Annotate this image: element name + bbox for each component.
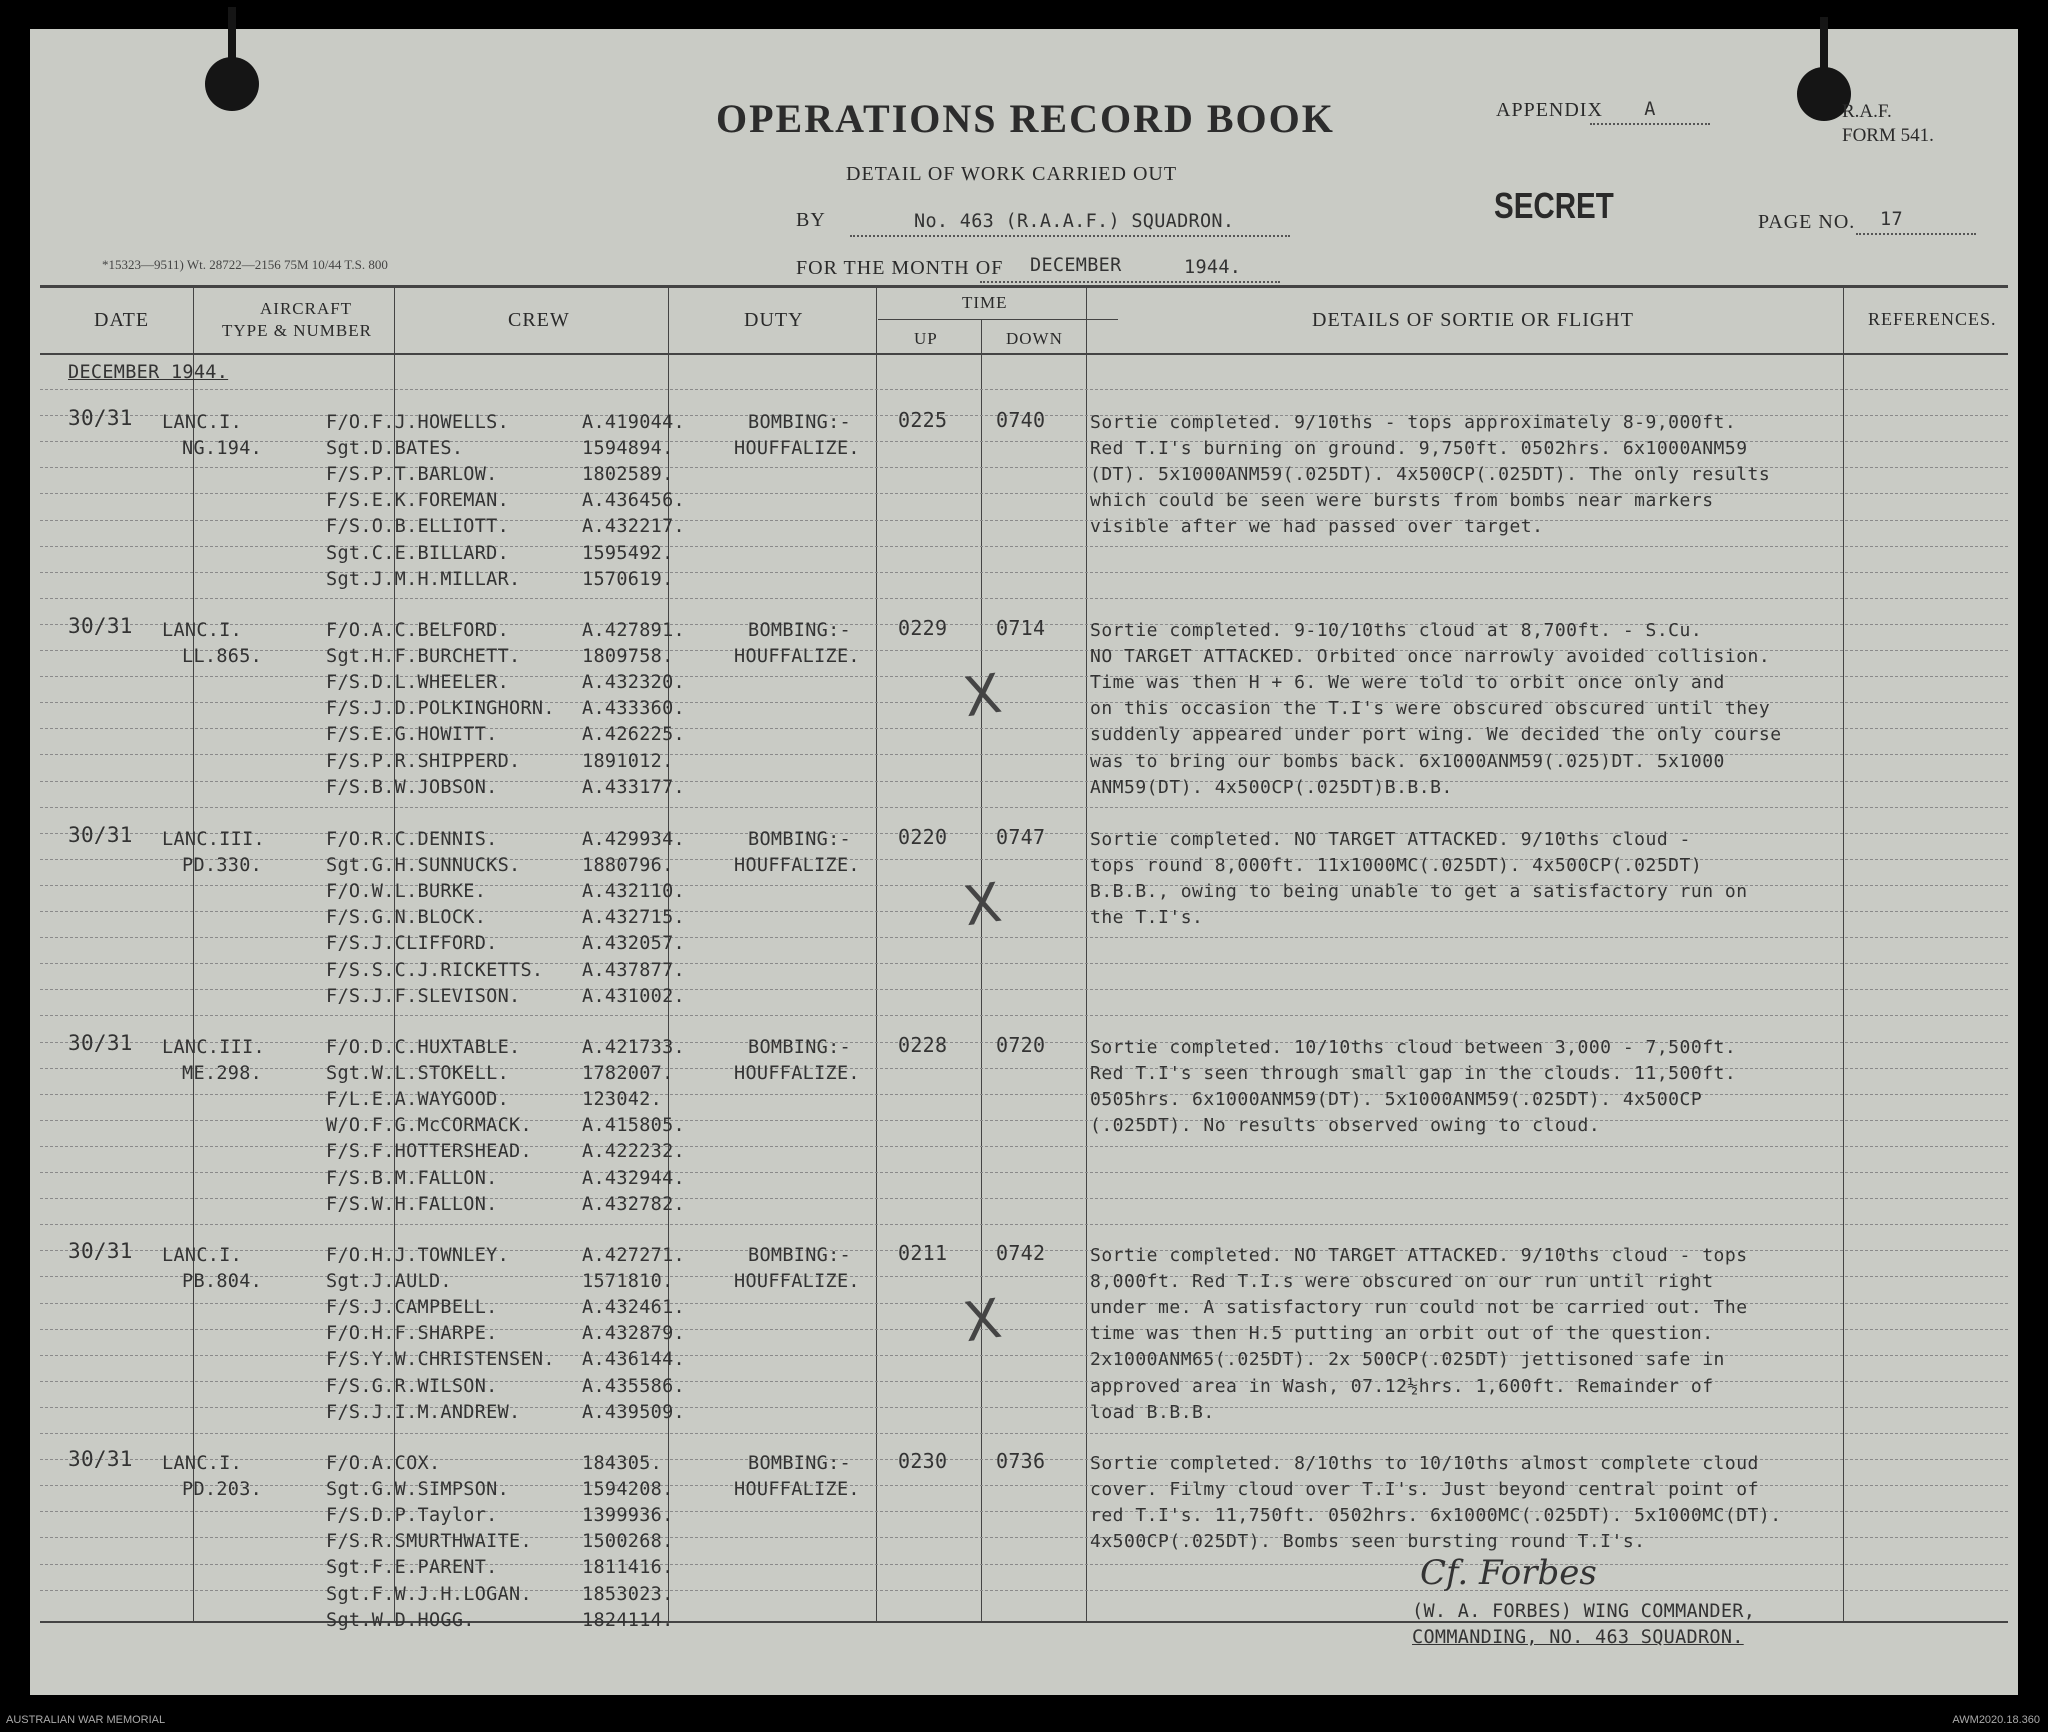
crew-name: F/S.D.P.Taylor. bbox=[326, 1505, 498, 1527]
sortie-detail-line: 8,000ft. Red T.I.s were obscured on our run until right bbox=[1090, 1271, 1714, 1293]
page-subtitle: DETAIL OF WORK CARRIED OUT bbox=[846, 163, 1178, 185]
col-header-down: DOWN bbox=[1006, 329, 1063, 348]
crew-name: F/S.G.N.BLOCK. bbox=[326, 907, 487, 929]
ruled-line bbox=[40, 1433, 2008, 1434]
crew-number: A.431002. bbox=[582, 985, 685, 1007]
crew-number: A.439509. bbox=[582, 1401, 685, 1423]
section-heading: DECEMBER 1944. bbox=[68, 362, 229, 383]
col-rule-up bbox=[981, 319, 982, 1621]
squadron-name: No. 463 (R.A.A.F.) SQUADRON. bbox=[914, 211, 1235, 232]
sortie-date: 30/31 bbox=[68, 1239, 133, 1263]
sortie-detail-line: red T.I's. 11,750ft. 0502hrs. 6x1000MC(.025DT). 5x1000MC(DT). bbox=[1090, 1505, 1782, 1527]
crew-number: A.432461. bbox=[582, 1297, 685, 1319]
crew-name: F/S.B.W.JOBSON. bbox=[326, 776, 498, 798]
binder-hole-left bbox=[205, 57, 259, 111]
duty-target: HOUFFALIZE. bbox=[734, 1271, 860, 1293]
crew-number: 1891012. bbox=[582, 750, 674, 772]
page-number-field bbox=[1856, 209, 1976, 235]
signature-scrawl: Cf. Forbes bbox=[1420, 1553, 1597, 1593]
ruled-line bbox=[40, 1015, 2008, 1016]
aircraft-number: PD.330. bbox=[182, 855, 263, 877]
duty-type: BOMBING:- bbox=[748, 829, 851, 850]
print-code: *15323—9511) Wt. 28722—2156 75M 10/44 T.S. 800 bbox=[102, 257, 388, 272]
crew-number: 1594208. bbox=[582, 1479, 674, 1501]
sortie-detail-line: visible after we had passed over target. bbox=[1090, 516, 1544, 538]
by-field bbox=[850, 209, 1290, 237]
sortie-date: 30/31 bbox=[68, 614, 133, 638]
crew-name: F/S.S.C.J.RICKETTS. bbox=[326, 959, 544, 981]
crew-number: 1571810. bbox=[582, 1271, 674, 1293]
sortie-date: 30/31 bbox=[68, 1447, 133, 1471]
aircraft-number: ME.298. bbox=[182, 1063, 263, 1085]
col-header-details: DETAILS OF SORTIE OR FLIGHT bbox=[1312, 309, 1634, 331]
crew-name: F/O.D.C.HUXTABLE. bbox=[326, 1037, 521, 1058]
ruled-line bbox=[40, 1224, 2008, 1225]
table-top-rule bbox=[40, 285, 2008, 288]
sortie-detail-line: time was then H.5 putting an orbit out of the question. bbox=[1090, 1323, 1714, 1345]
aircraft-type: LANC.I. bbox=[162, 620, 243, 641]
crew-name: F/O.W.L.BURKE. bbox=[326, 881, 487, 903]
aircraft-type: LANC.III. bbox=[162, 1037, 265, 1058]
sortie-detail-line: Time was then H + 6. We were told to orbit once only and bbox=[1090, 672, 1725, 694]
aircraft-number: PD.203. bbox=[182, 1479, 263, 1501]
duty-type: BOMBING:- bbox=[748, 1037, 851, 1058]
sortie-detail-line: Sortie completed. 9/10ths - tops approximately 8-9,000ft. bbox=[1090, 412, 1737, 433]
crew-number: A.432879. bbox=[582, 1323, 685, 1345]
crew-name: F/S.E.G.HOWITT. bbox=[326, 724, 498, 746]
crew-number: A.422232. bbox=[582, 1141, 685, 1163]
crew-name: F/O.A.COX. bbox=[326, 1453, 441, 1474]
aircraft-type: LANC.I. bbox=[162, 1453, 243, 1474]
crew-number: 1811416. bbox=[582, 1557, 674, 1579]
crew-number: A.432320. bbox=[582, 672, 685, 694]
duty-type: BOMBING:- bbox=[748, 620, 851, 641]
sortie-detail-line: ANM59(DT). 4x500CP(.025DT)B.B.B. bbox=[1090, 776, 1453, 798]
tick-mark: X bbox=[959, 661, 1006, 730]
crew-name: F/S.J.CAMPBELL. bbox=[326, 1297, 498, 1319]
crew-number: A.421733. bbox=[582, 1037, 685, 1058]
crew-number: A.437877. bbox=[582, 959, 685, 981]
crew-number: 1880796. bbox=[582, 855, 674, 877]
footer-credit: AUSTRALIAN WAR MEMORIAL bbox=[6, 1714, 166, 1726]
crew-number: 123042. bbox=[582, 1089, 663, 1111]
sortie-detail-line: Sortie completed. 8/10ths to 10/10ths almost complete cloud bbox=[1090, 1453, 1759, 1474]
page-number-label: PAGE NO. bbox=[1758, 211, 1856, 233]
by-label: BY bbox=[796, 209, 826, 231]
crew-number: A.432944. bbox=[582, 1167, 685, 1189]
aircraft-number: LL.865. bbox=[182, 646, 263, 668]
crew-number: A.432057. bbox=[582, 933, 685, 955]
crew-number: A.432715. bbox=[582, 907, 685, 929]
aircraft-number: NG.194. bbox=[182, 438, 263, 460]
crew-name: F/S.D.L.WHEELER. bbox=[326, 672, 510, 694]
crew-number: A.436456. bbox=[582, 490, 685, 512]
ruled-line bbox=[40, 807, 2008, 808]
col-header-aircraft: AIRCRAFT bbox=[260, 299, 353, 318]
time-up: 0220 bbox=[898, 825, 948, 849]
crew-name: F/S.R.SMURTHWAITE. bbox=[326, 1531, 532, 1553]
signature-line-1: (W. A. FORBES) WING COMMANDER, bbox=[1412, 1601, 1756, 1622]
crew-number: 1824114. bbox=[582, 1609, 674, 1631]
crew-name: F/S.J.F.SLEVISON. bbox=[326, 985, 521, 1007]
sortie-detail-line: 4x500CP(.025DT). Bombs seen bursting round T.I's. bbox=[1090, 1531, 1646, 1553]
crew-number: 1570619. bbox=[582, 568, 674, 590]
duty-target: HOUFFALIZE. bbox=[734, 1479, 860, 1501]
crew-number: A.427891. bbox=[582, 620, 685, 641]
crew-name: Sgt.W.D.HOGG. bbox=[326, 1609, 475, 1631]
table-header-rule bbox=[40, 353, 2008, 355]
sortie-detail-line: Red T.I's seen through small gap in the clouds. 11,500ft. bbox=[1090, 1063, 1737, 1085]
crew-name: F/O.H.J.TOWNLEY. bbox=[326, 1245, 510, 1266]
month-field bbox=[980, 255, 1280, 283]
crew-number: A.432782. bbox=[582, 1193, 685, 1215]
crew-name: F/S.J.I.M.ANDREW. bbox=[326, 1401, 521, 1423]
duty-target: HOUFFALIZE. bbox=[734, 438, 860, 460]
time-up: 0225 bbox=[898, 408, 948, 432]
sortie-date: 30/31 bbox=[68, 823, 133, 847]
time-down: 0742 bbox=[996, 1241, 1046, 1265]
crew-number: A.419044. bbox=[582, 412, 685, 433]
col-header-time: TIME bbox=[962, 293, 1008, 312]
crew-number: A.436144. bbox=[582, 1349, 685, 1371]
time-up: 0229 bbox=[898, 616, 948, 640]
aircraft-number: PB.804. bbox=[182, 1271, 263, 1293]
appendix-label: APPENDIX bbox=[1496, 99, 1603, 121]
crew-name: F/S.W.H.FALLON. bbox=[326, 1193, 498, 1215]
page-number: 17 bbox=[1880, 209, 1903, 230]
crew-name: F/S.Y.W.CHRISTENSEN. bbox=[326, 1349, 555, 1371]
col-rule-duty bbox=[876, 285, 877, 1621]
crew-name: F/S.E.K.FOREMAN. bbox=[326, 490, 510, 512]
sortie-detail-line: 0505hrs. 6x1000ANM59(DT). 5x1000ANM59(.025DT). 4x500CP bbox=[1090, 1089, 1703, 1111]
sortie-detail-line: approved area in Wash, 07.12½hrs. 1,600ft. Remainder of bbox=[1090, 1375, 1714, 1397]
sortie-detail-line: Sortie completed. 10/10ths cloud between 3,000 - 7,500ft. bbox=[1090, 1037, 1737, 1058]
col-header-crew: CREW bbox=[508, 309, 570, 331]
time-down: 0720 bbox=[996, 1033, 1046, 1057]
sortie-detail-line: Red T.I's burning on ground. 9,750ft. 0502hrs. 6x1000ANM59 bbox=[1090, 438, 1748, 460]
aircraft-type: LANC.I. bbox=[162, 412, 243, 433]
crew-number: 1500268. bbox=[582, 1531, 674, 1553]
crew-name: Sgt.F.W.J.H.LOGAN. bbox=[326, 1583, 532, 1605]
col-header-type-number: TYPE & NUMBER bbox=[222, 321, 372, 340]
crew-name: Sgt.D.BATES. bbox=[326, 438, 464, 460]
crew-number: A.432217. bbox=[582, 516, 685, 538]
sortie-detail-line: load B.B.B. bbox=[1090, 1401, 1215, 1423]
time-down: 0714 bbox=[996, 616, 1046, 640]
duty-target: HOUFFALIZE. bbox=[734, 855, 860, 877]
appendix-value: A bbox=[1644, 99, 1656, 120]
crew-number: 1809758. bbox=[582, 646, 674, 668]
time-down: 0747 bbox=[996, 825, 1046, 849]
time-down: 0740 bbox=[996, 408, 1046, 432]
crew-name: F/S.F.HOTTERSHEAD. bbox=[326, 1141, 532, 1163]
time-sub-rule bbox=[878, 319, 1118, 320]
crew-number: 1782007. bbox=[582, 1063, 674, 1085]
time-up: 0230 bbox=[898, 1449, 948, 1473]
sortie-detail-line: on this occasion the T.I's were obscured obscured until they bbox=[1090, 698, 1771, 720]
aircraft-type: LANC.I. bbox=[162, 1245, 243, 1266]
record-sheet bbox=[30, 29, 2018, 1695]
crew-number: A.433177. bbox=[582, 776, 685, 798]
col-header-date: DATE bbox=[94, 309, 150, 331]
col-header-duty: DUTY bbox=[744, 309, 804, 331]
aircraft-type: LANC.III. bbox=[162, 829, 265, 850]
month-value: DECEMBER bbox=[1030, 255, 1122, 276]
crew-name: F/S.B.M.FALLON. bbox=[326, 1167, 498, 1189]
sortie-detail-line: suddenly appeared under port wing. We decided the only course bbox=[1090, 724, 1782, 746]
col-rule-down bbox=[1086, 285, 1087, 1621]
sortie-detail-line: Sortie completed. 9-10/10ths cloud at 8,700ft. - S.Cu. bbox=[1090, 620, 1703, 641]
signature-line-2: COMMANDING, NO. 463 SQUADRON. bbox=[1412, 1627, 1744, 1648]
sortie-detail-line: NO TARGET ATTACKED. Orbited once narrowly avoided collision. bbox=[1090, 646, 1771, 668]
crew-number: A.432110. bbox=[582, 881, 685, 903]
sortie-detail-line: tops round 8,000ft. 11x1000MC(.025DT). 4x500CP(.025DT) bbox=[1090, 855, 1703, 877]
crew-number: A.415805. bbox=[582, 1115, 685, 1137]
duty-type: BOMBING:- bbox=[748, 1453, 851, 1474]
duty-type: BOMBING:- bbox=[748, 412, 851, 433]
tick-mark: X bbox=[959, 870, 1006, 939]
crew-name: F/O.A.C.BELFORD. bbox=[326, 620, 510, 641]
sortie-detail-line: Sortie completed. NO TARGET ATTACKED. 9/10ths cloud - tops bbox=[1090, 1245, 1748, 1266]
crew-name: F/O.H.F.SHARPE. bbox=[326, 1323, 498, 1345]
crew-name: Sgt.F.E.PARENT. bbox=[326, 1557, 498, 1579]
col-header-up: UP bbox=[914, 329, 938, 348]
sortie-detail-line: (.025DT). No results observed owing to cloud. bbox=[1090, 1115, 1601, 1137]
sortie-detail-line: under me. A satisfactory run could not be carried out. The bbox=[1090, 1297, 1748, 1319]
duty-type: BOMBING:- bbox=[748, 1245, 851, 1266]
col-header-references: REFERENCES. bbox=[1868, 309, 1997, 329]
time-down: 0736 bbox=[996, 1449, 1046, 1473]
crew-number: A.427271. bbox=[582, 1245, 685, 1266]
crew-name: Sgt.C.E.BILLARD. bbox=[326, 542, 510, 564]
secret-stamp: SECRET bbox=[1494, 185, 1614, 226]
duty-target: HOUFFALIZE. bbox=[734, 1063, 860, 1085]
footer-accession: AWM2020.18.360 bbox=[1952, 1714, 2040, 1726]
crew-name: F/L.E.A.WAYGOOD. bbox=[326, 1089, 510, 1111]
crew-name: Sgt.G.W.SIMPSON. bbox=[326, 1479, 510, 1501]
duty-target: HOUFFALIZE. bbox=[734, 646, 860, 668]
sortie-detail-line: which could be seen were bursts from bombs near markers bbox=[1090, 490, 1714, 512]
sortie-detail-line: was to bring our bombs back. 6x1000ANM59(.025)DT. 5x1000 bbox=[1090, 750, 1725, 772]
tick-mark: X bbox=[959, 1286, 1006, 1355]
crew-name: F/S.J.CLIFFORD. bbox=[326, 933, 498, 955]
crew-name: Sgt.W.L.STOKELL. bbox=[326, 1063, 510, 1085]
crew-number: A.433360. bbox=[582, 698, 685, 720]
crew-name: F/O.R.C.DENNIS. bbox=[326, 829, 498, 850]
sortie-detail-line: Sortie completed. NO TARGET ATTACKED. 9/10ths cloud - bbox=[1090, 829, 1691, 850]
crew-name: F/S.G.R.WILSON. bbox=[326, 1375, 498, 1397]
sortie-detail-line: 2x1000ANM65(.025DT). 2x 500CP(.025DT) jettisoned safe in bbox=[1090, 1349, 1725, 1371]
crew-number: A.426225. bbox=[582, 724, 685, 746]
time-up: 0228 bbox=[898, 1033, 948, 1057]
crew-name: Sgt.J.AULD. bbox=[326, 1271, 452, 1293]
sortie-detail-line: the T.I's. bbox=[1090, 907, 1204, 929]
crew-name: Sgt.H.F.BURCHETT. bbox=[326, 646, 521, 668]
crew-number: 1594894. bbox=[582, 438, 674, 460]
month-label: FOR THE MONTH OF bbox=[796, 257, 1004, 279]
form-raf: R.A.F. bbox=[1842, 101, 1892, 122]
ruled-line bbox=[40, 389, 2008, 390]
crew-name: F/S.O.B.ELLIOTT. bbox=[326, 516, 510, 538]
crew-number: A.429934. bbox=[582, 829, 685, 850]
ruled-line bbox=[40, 598, 2008, 599]
col-rule-details bbox=[1843, 285, 1844, 1621]
sortie-detail-line: cover. Filmy cloud over T.I's. Just beyond central point of bbox=[1090, 1479, 1759, 1501]
sortie-date: 30/31 bbox=[68, 1031, 133, 1055]
crew-name: Sgt.G.H.SUNNUCKS. bbox=[326, 855, 521, 877]
sortie-detail-line: (DT). 5x1000ANM59(.025DT). 4x500CP(.025DT). The only results bbox=[1090, 464, 1771, 486]
crew-name: F/S.P.R.SHIPPERD. bbox=[326, 750, 521, 772]
time-up: 0211 bbox=[898, 1241, 948, 1265]
col-rule-date bbox=[193, 285, 194, 1621]
crew-number: 1399936. bbox=[582, 1505, 674, 1527]
crew-number: 1595492. bbox=[582, 542, 674, 564]
form-number: FORM 541. bbox=[1842, 125, 1934, 146]
crew-name: F/O.F.J.HOWELLS. bbox=[326, 412, 510, 433]
appendix-field bbox=[1590, 99, 1710, 125]
crew-name: F/S.P.T.BARLOW. bbox=[326, 464, 498, 486]
crew-number: A.435586. bbox=[582, 1375, 685, 1397]
crew-number: 184305. bbox=[582, 1453, 663, 1474]
page-title: OPERATIONS RECORD BOOK bbox=[716, 96, 1335, 141]
crew-name: W/O.F.G.McCORMACK. bbox=[326, 1115, 532, 1137]
crew-number: 1802589. bbox=[582, 464, 674, 486]
crew-number: 1853023. bbox=[582, 1583, 674, 1605]
year-value: 1944. bbox=[1184, 257, 1242, 278]
crew-name: Sgt.J.M.H.MILLAR. bbox=[326, 568, 521, 590]
sortie-date: 30/31 bbox=[68, 406, 133, 430]
crew-name: F/S.J.D.POLKINGHORN. bbox=[326, 698, 555, 720]
sortie-detail-line: B.B.B., owing to being unable to get a satisfactory run on bbox=[1090, 881, 1748, 903]
